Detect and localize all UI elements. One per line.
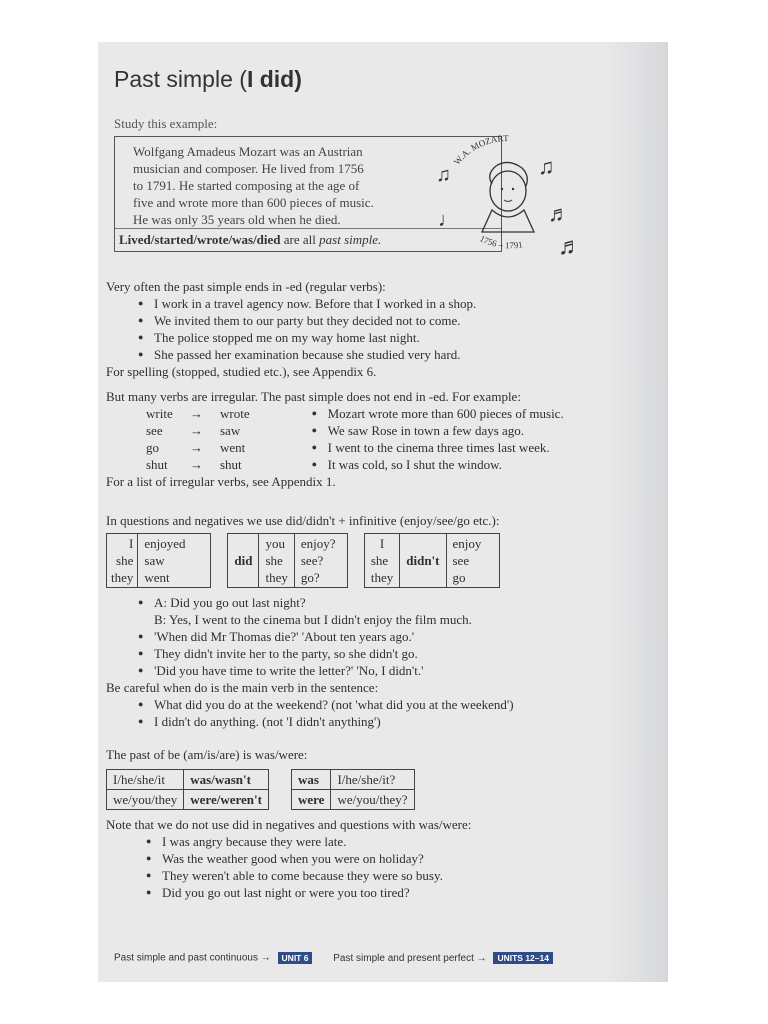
example-line: Wolfgang Amadeus Mozart was an Austrian — [133, 144, 363, 159]
mozart-mouth — [504, 200, 512, 202]
verb-cell: enjoyed saw went — [138, 534, 211, 588]
music-note-icon: ♬ — [548, 201, 570, 226]
subject-cell: you she they — [259, 534, 294, 588]
verb-row — [146, 439, 250, 456]
list-item: ● I was angry because they were late. — [144, 833, 651, 850]
be-statement-table — [106, 769, 269, 810]
irregular-section — [106, 388, 651, 490]
list-item: ● 'When did Mr Thomas die?' 'About ten years ago.' — [136, 628, 651, 645]
subject-cell: we/you/they — [107, 790, 184, 810]
verb-base: shut — [146, 457, 168, 472]
arrow-icon: → — [190, 406, 203, 421]
list-item: ● What did you do at the weekend? (not 'what did you at the weekend') — [136, 696, 651, 713]
music-note-icon: ♫ — [436, 164, 451, 186]
footer-right-tag: UNITS 12–14 — [493, 952, 553, 964]
careful-note: Be careful when do is the main verb in the sentence: — [106, 680, 379, 695]
negative-table — [364, 533, 500, 588]
be-note: Note that we do not use did in negatives and questions with was/were: — [106, 817, 472, 832]
regular-section — [106, 278, 646, 380]
example-line: musician and composer. He lived from 1756 — [133, 161, 364, 176]
form-cell: were/weren't — [184, 790, 269, 810]
subject-cell: I she they — [107, 534, 138, 588]
list-item: ● It was cold, so I shut the window. — [310, 456, 564, 473]
title-bold: I did — [246, 66, 295, 92]
title-text: Past simple ( — [114, 66, 247, 92]
mozart-dates-label: 1756 – 1791 — [478, 233, 524, 251]
irregular-examples — [310, 405, 564, 473]
verb-row — [146, 405, 250, 422]
verb-past: saw — [220, 423, 241, 438]
footer-left-text: Past simple and past continuous → — [114, 952, 271, 964]
mozart-eye — [512, 188, 514, 190]
be-intro: The past of be (am/is/are) is was/were: — [106, 747, 308, 762]
list-item: ● 'Did you have time to write the letter?' 'No, I didn't.' — [136, 662, 651, 679]
arrow-icon: → — [190, 423, 203, 438]
form-cell: were — [291, 790, 330, 810]
list-item: ● They weren't able to come because they were so busy. — [144, 867, 651, 884]
verb-cell: enjoy? see? go? — [294, 534, 347, 588]
mozart-name-label: W.A. MOZART — [451, 132, 509, 167]
questions-section — [106, 512, 651, 730]
list-item: ● They didn't invite her to the party, so she didn't go. — [136, 645, 651, 662]
page-footer — [114, 952, 553, 964]
table-row — [291, 790, 414, 810]
list-item: ● Was the weather good when you were on holiday? — [144, 850, 651, 867]
example-line: He was only 35 years old when he died. — [133, 212, 341, 227]
list-item: ● A: Did you go out last night? — [136, 594, 651, 611]
aux-cell: didn't — [400, 534, 446, 588]
mozart-head — [490, 171, 526, 211]
questions-intro: In questions and negatives we use did/didn't + infinitive (enjoy/see/go etc.): — [106, 513, 500, 528]
verb-row — [146, 456, 250, 473]
aux-cell: did — [228, 534, 259, 588]
example-footer-bold: Lived/started/wrote/was/died — [119, 232, 281, 247]
did-tables — [106, 533, 651, 588]
subject-cell: I she they — [364, 534, 399, 588]
example-footer-text: are all — [280, 232, 320, 247]
list-item: ● She passed her examination because she studied very hard. — [136, 346, 646, 363]
table-row — [291, 770, 414, 790]
list-item: ● We invited them to our party but they decided not to come. — [136, 312, 646, 329]
verb-base: see — [146, 423, 163, 438]
list-item: ● I went to the cinema three times last week. — [310, 439, 564, 456]
spelling-note: For spelling (stopped, studied etc.), see Appendix 6. — [106, 364, 377, 379]
question-table — [227, 533, 347, 588]
title-close: ) — [294, 66, 302, 92]
table-row — [107, 770, 269, 790]
example-text — [133, 143, 433, 228]
list-item: B: Yes, I went to the cinema but I didn't enjoy the film much. — [154, 612, 472, 627]
mozart-eye — [501, 188, 503, 190]
mozart-collar — [482, 210, 534, 232]
music-note-icon: ♫ — [538, 154, 555, 179]
mozart-illustration — [418, 126, 598, 256]
subject-cell: we/you/they? — [331, 790, 414, 810]
example-line: five and wrote more than 600 pieces of music. — [133, 195, 374, 210]
verb-past: went — [220, 440, 246, 455]
music-note-icon: ♬ — [558, 234, 582, 256]
textbook-page — [98, 42, 666, 982]
irregular-intro: But many verbs are irregular. The past simple does not end in -ed. For example: — [106, 389, 521, 404]
example-line: to 1791. He started composing at the age of — [133, 178, 360, 193]
form-cell: was/wasn't — [184, 770, 269, 790]
verb-cell: enjoy see go — [446, 534, 499, 588]
verb-base: go — [146, 440, 159, 455]
be-section — [106, 746, 651, 901]
footer-left-tag: UNIT 6 — [278, 952, 313, 964]
subject-cell: I/he/she/it? — [331, 770, 414, 790]
be-tables — [106, 769, 651, 810]
arrow-icon: → — [190, 457, 203, 472]
arrow-icon: → — [190, 440, 203, 455]
list-item: ● The police stopped me on my way home last night. — [136, 329, 646, 346]
list-item: ● Did you go out last night or were you too tired? — [144, 884, 651, 901]
example-footer-italic: past simple. — [319, 232, 382, 247]
be-question-table — [291, 769, 415, 810]
verb-past: wrote — [220, 406, 250, 421]
regular-intro: Very often the past simple ends in -ed (regular verbs): — [106, 279, 386, 294]
irregular-verb-table — [146, 405, 250, 473]
form-cell: was — [291, 770, 330, 790]
list-item: ● We saw Rose in town a few days ago. — [310, 422, 564, 439]
verb-row — [146, 422, 250, 439]
verb-base: write — [146, 406, 173, 421]
subject-cell: I/he/she/it — [107, 770, 184, 790]
study-label: Study this example: — [114, 116, 218, 131]
verb-past: shut — [220, 457, 242, 472]
list-item: ● Mozart wrote more than 600 pieces of music. — [310, 405, 564, 422]
irregular-list-ref: For a list of irregular verbs, see Appendix 1. — [106, 474, 336, 489]
music-note-icon: ♩ — [438, 209, 458, 231]
positive-table — [106, 533, 211, 588]
footer-right-text: Past simple and present perfect → — [333, 952, 487, 964]
page-title — [114, 66, 302, 93]
list-item: ● I work in a travel agency now. Before that I worked in a shop. — [136, 295, 646, 312]
table-row — [107, 790, 269, 810]
list-item: ● I didn't do anything. (not 'I didn't anything') — [136, 713, 651, 730]
mozart-wig — [490, 162, 528, 186]
